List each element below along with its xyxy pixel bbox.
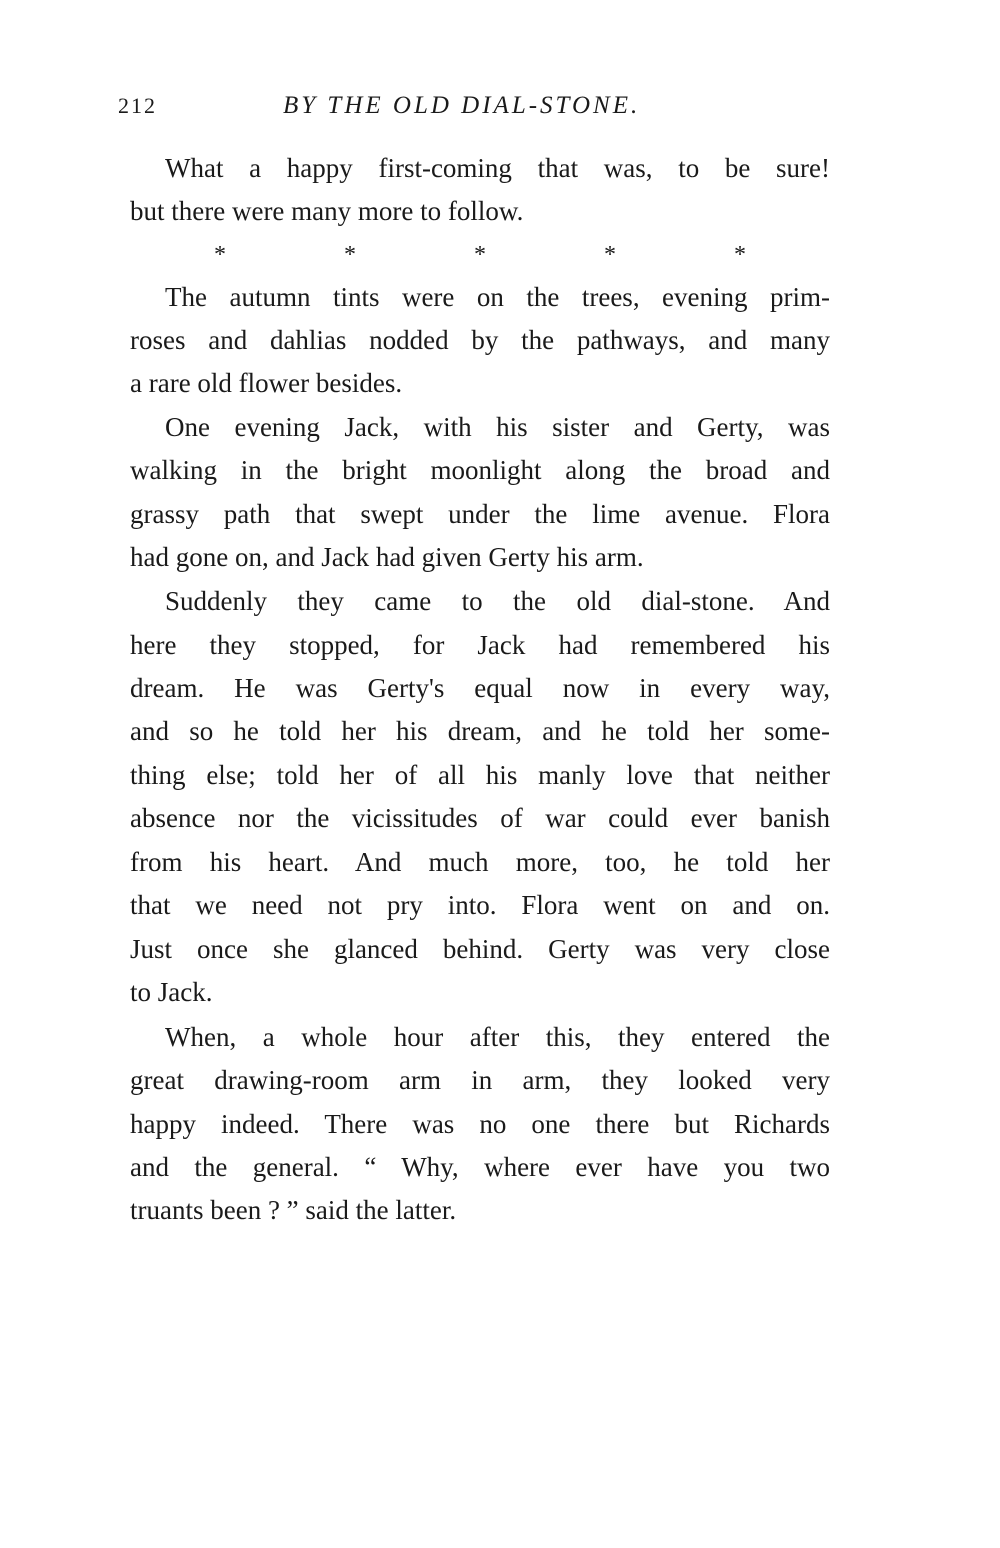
separator-asterisk: * <box>214 242 226 268</box>
separator-asterisk: * <box>344 242 356 268</box>
separator-asterisk: * <box>734 242 746 268</box>
text-line: thing else; told her of all his manly love that neither <box>130 760 830 790</box>
text-line: The autumn tints were on the trees, evening prim- <box>165 282 830 312</box>
text-line: Suddenly they came to the old dial-stone. And <box>165 586 830 616</box>
text-line: but there were many more to follow. <box>130 196 524 226</box>
text-line: and the general. “ Why, where ever have you two <box>130 1152 830 1182</box>
text-line: dream. He was Gerty's equal now in every way, <box>130 673 830 703</box>
text-line: that we need not pry into. Flora went on and on. <box>130 890 830 920</box>
text-line: to Jack. <box>130 977 213 1007</box>
text-line: Just once she glanced behind. Gerty was very close <box>130 934 830 964</box>
text-line: great drawing-room arm in arm, they looked very <box>130 1065 830 1095</box>
text-line: grassy path that swept under the lime avenue. Flora <box>130 499 830 529</box>
running-head <box>118 86 838 126</box>
text-line: from his heart. And much more, too, he told her <box>130 847 830 877</box>
text-line: One evening Jack, with his sister and Gerty, was <box>165 412 830 442</box>
text-line: What a happy first-coming that was, to be sure! <box>165 153 830 183</box>
text-line: happy indeed. There was no one there but Richards <box>130 1109 830 1139</box>
text-line: roses and dahlias nodded by the pathways, and many <box>130 325 830 355</box>
text-line: When, a whole hour after this, they entered the <box>165 1022 830 1052</box>
text-line: walking in the bright moonlight along the broad and <box>130 455 830 485</box>
separator-asterisk: * <box>474 242 486 268</box>
text-line: had gone on, and Jack had given Gerty his arm. <box>130 542 644 572</box>
text-line: a rare old flower besides. <box>130 368 403 398</box>
running-title: BY THE OLD DIAL-STONE. <box>283 92 641 119</box>
text-line: here they stopped, for Jack had remembered his <box>130 630 830 660</box>
section-separator <box>200 240 760 270</box>
text-line: absence nor the vicissitudes of war could ever banish <box>130 803 830 833</box>
text-line: truants been ? ” said the latter. <box>130 1195 457 1225</box>
separator-asterisk: * <box>604 242 616 268</box>
page-number: 212 <box>118 93 157 118</box>
text-line: and so he told her his dream, and he told her some- <box>130 716 830 746</box>
